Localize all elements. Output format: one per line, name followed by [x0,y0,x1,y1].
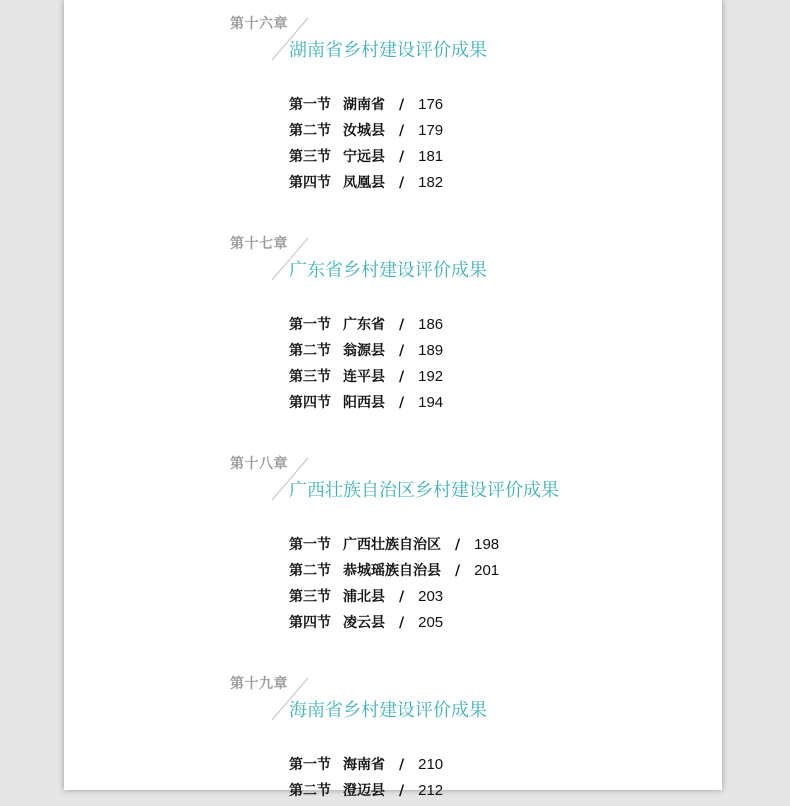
section-entry[interactable] [289,366,443,392]
separator: / [399,369,405,385]
section-name: 湖南省 [343,97,385,113]
page-number: 182 [418,174,444,191]
section-list [289,314,443,418]
page-number: 212 [418,782,444,799]
section-label: 第二节 [289,343,331,359]
separator: / [399,589,405,605]
section-label: 第二节 [289,783,331,799]
separator: / [399,317,405,333]
section-entry[interactable] [289,534,499,560]
toc-page [64,0,722,799]
section-list [289,94,443,198]
section-label: 第二节 [289,563,331,579]
section-entry[interactable] [289,172,443,198]
section-name: 凌云县 [343,615,385,631]
section-name: 凤凰县 [343,175,385,191]
section-name: 汝城县 [343,123,385,139]
separator: / [399,615,405,631]
section-name: 恭城瑶族自治县 [343,563,441,579]
page-number: 189 [418,342,444,359]
section-label: 第四节 [289,175,331,191]
section-name: 广西壮族自治区 [343,537,441,553]
chapter-title[interactable]: 广东省乡村建设评价成果 [289,260,487,281]
section-name: 阳西县 [343,395,385,411]
section-label: 第三节 [289,589,331,605]
section-list [289,754,443,806]
section-entry[interactable] [289,94,443,120]
page-number: 179 [418,122,444,139]
section-entry[interactable] [289,314,443,340]
separator: / [455,537,461,553]
page-number: 176 [418,96,444,113]
section-label: 第四节 [289,395,331,411]
section-label: 第三节 [289,369,331,385]
section-entry[interactable] [289,120,443,146]
section-label: 第一节 [289,97,331,113]
section-name: 连平县 [343,369,385,385]
page-number: 192 [418,368,444,385]
section-name: 澄迈县 [343,783,385,799]
section-name: 浦北县 [343,589,385,605]
separator: / [399,757,405,773]
separator: / [399,97,405,113]
page-number: 198 [474,536,500,553]
page-number: 205 [418,614,444,631]
section-entry[interactable] [289,780,443,806]
separator: / [399,123,405,139]
section-entry[interactable] [289,392,443,418]
section-name: 广东省 [343,317,385,333]
page-number: 186 [418,316,444,333]
section-entry[interactable] [289,146,443,172]
separator: / [399,175,405,191]
section-entry[interactable] [289,612,499,638]
section-label: 第四节 [289,615,331,631]
section-label: 第一节 [289,537,331,553]
separator: / [399,343,405,359]
section-label: 第一节 [289,757,331,773]
chapter-number: 第十八章 [230,456,288,472]
chapter-title[interactable]: 湖南省乡村建设评价成果 [289,40,487,61]
chapter-title[interactable]: 海南省乡村建设评价成果 [289,700,487,721]
chapter-number: 第十六章 [230,16,288,32]
section-name: 翁源县 [343,343,385,359]
separator: / [399,783,405,799]
page-number: 181 [418,148,444,165]
page-number: 201 [474,562,500,579]
separator: / [455,563,461,579]
section-entry[interactable] [289,586,499,612]
section-name: 海南省 [343,757,385,773]
separator: / [399,395,405,411]
section-label: 第二节 [289,123,331,139]
page-number: 203 [418,588,444,605]
section-entry[interactable] [289,340,443,366]
section-entry[interactable] [289,560,499,586]
section-list [289,534,499,638]
chapter-number: 第十七章 [230,236,288,252]
page-number: 210 [418,756,444,773]
separator: / [399,149,405,165]
section-label: 第一节 [289,317,331,333]
chapter-number: 第十九章 [230,676,288,692]
section-entry[interactable] [289,754,443,780]
page-number: 194 [418,394,444,411]
section-label: 第三节 [289,149,331,165]
section-name: 宁远县 [343,149,385,165]
chapter-title[interactable]: 广西壮族自治区乡村建设评价成果 [289,480,559,501]
